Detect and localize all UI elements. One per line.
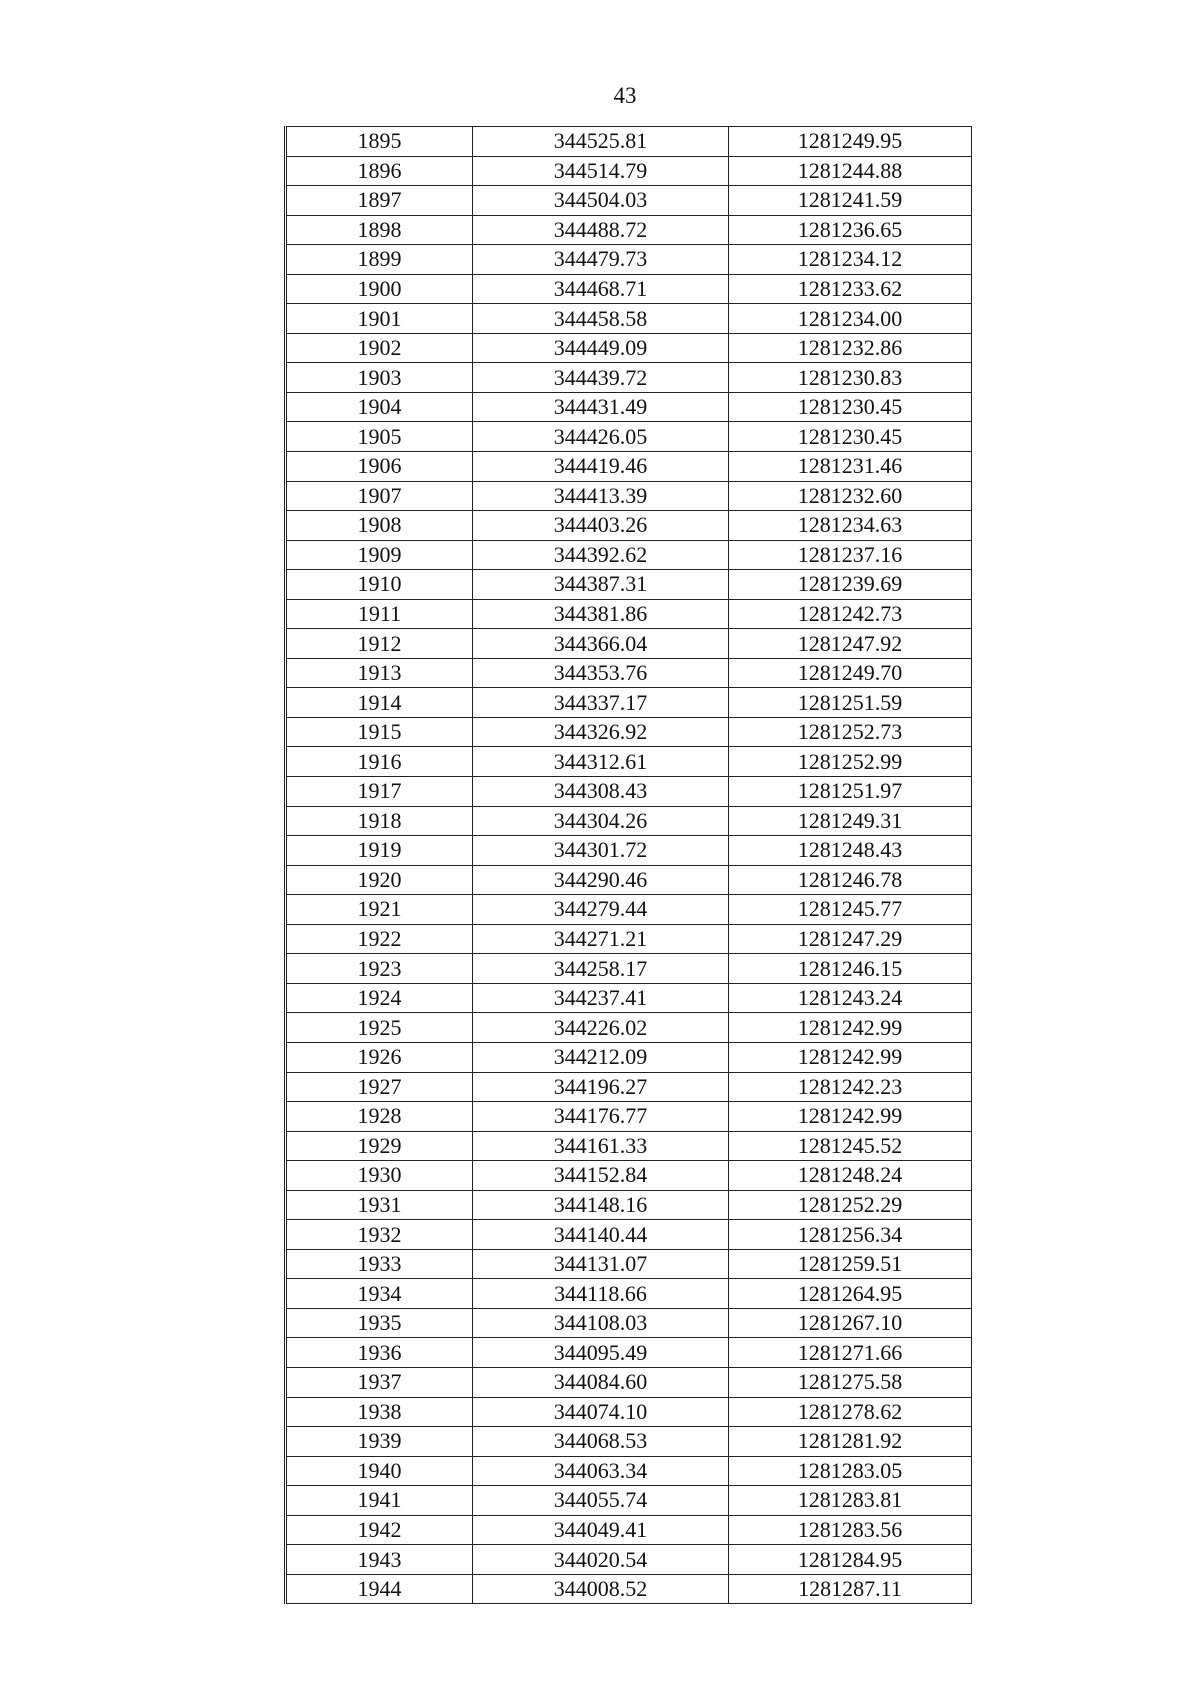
x-coordinate-cell: 344020.54	[473, 1545, 729, 1575]
table-row	[286, 570, 972, 600]
x-coordinate-cell: 344387.31	[473, 570, 729, 600]
point-number-cell: 1929	[286, 1131, 473, 1161]
y-coordinate-cell: 1281249.31	[729, 806, 972, 836]
x-coordinate-cell: 344148.16	[473, 1190, 729, 1220]
table-row	[286, 363, 972, 393]
x-coordinate-cell: 344279.44	[473, 895, 729, 925]
x-coordinate-cell: 344068.53	[473, 1427, 729, 1457]
y-coordinate-cell: 1281237.16	[729, 540, 972, 570]
x-coordinate-cell: 344118.66	[473, 1279, 729, 1309]
table-row	[286, 1427, 972, 1457]
point-number-cell: 1899	[286, 245, 473, 275]
table-row	[286, 865, 972, 895]
x-coordinate-cell: 344413.39	[473, 481, 729, 511]
table-row	[286, 1545, 972, 1575]
y-coordinate-cell: 1281249.70	[729, 658, 972, 688]
point-number-cell: 1931	[286, 1190, 473, 1220]
point-number-cell: 1902	[286, 333, 473, 363]
y-coordinate-cell: 1281234.63	[729, 511, 972, 541]
x-coordinate-cell: 344212.09	[473, 1042, 729, 1072]
x-coordinate-cell: 344468.71	[473, 274, 729, 304]
table-row	[286, 747, 972, 777]
point-number-cell: 1895	[286, 127, 473, 157]
point-number-cell: 1912	[286, 629, 473, 659]
point-number-cell: 1897	[286, 186, 473, 216]
y-coordinate-cell: 1281244.88	[729, 156, 972, 186]
y-coordinate-cell: 1281283.81	[729, 1486, 972, 1516]
x-coordinate-cell: 344514.79	[473, 156, 729, 186]
table-row	[286, 333, 972, 363]
table-row	[286, 629, 972, 659]
table-row	[286, 422, 972, 452]
point-number-cell: 1918	[286, 806, 473, 836]
y-coordinate-cell: 1281234.12	[729, 245, 972, 275]
x-coordinate-cell: 344304.26	[473, 806, 729, 836]
x-coordinate-cell: 344161.33	[473, 1131, 729, 1161]
page-number: 43	[613, 83, 637, 108]
y-coordinate-cell: 1281283.56	[729, 1515, 972, 1545]
x-coordinate-cell: 344095.49	[473, 1338, 729, 1368]
y-coordinate-cell: 1281245.77	[729, 895, 972, 925]
y-coordinate-cell: 1281283.05	[729, 1456, 972, 1486]
table-row	[286, 1486, 972, 1516]
table-row	[286, 1574, 972, 1604]
coordinates-table	[284, 126, 972, 1604]
table-row	[286, 806, 972, 836]
point-number-cell: 1898	[286, 215, 473, 245]
point-number-cell: 1904	[286, 392, 473, 422]
point-number-cell: 1923	[286, 954, 473, 984]
table-row	[286, 777, 972, 807]
x-coordinate-cell: 344392.62	[473, 540, 729, 570]
x-coordinate-cell: 344196.27	[473, 1072, 729, 1102]
table-row	[286, 1279, 972, 1309]
x-coordinate-cell: 344290.46	[473, 865, 729, 895]
y-coordinate-cell: 1281233.62	[729, 274, 972, 304]
x-coordinate-cell: 344488.72	[473, 215, 729, 245]
point-number-cell: 1900	[286, 274, 473, 304]
y-coordinate-cell: 1281246.15	[729, 954, 972, 984]
y-coordinate-cell: 1281267.10	[729, 1308, 972, 1338]
y-coordinate-cell: 1281232.60	[729, 481, 972, 511]
table-row	[286, 245, 972, 275]
table-row	[286, 127, 972, 157]
point-number-cell: 1937	[286, 1367, 473, 1397]
table-row	[286, 717, 972, 747]
point-number-cell: 1906	[286, 452, 473, 482]
table-row	[286, 983, 972, 1013]
y-coordinate-cell: 1281242.99	[729, 1042, 972, 1072]
table-row	[286, 895, 972, 925]
x-coordinate-cell: 344479.73	[473, 245, 729, 275]
x-coordinate-cell: 344152.84	[473, 1161, 729, 1191]
point-number-cell: 1914	[286, 688, 473, 718]
point-number-cell: 1922	[286, 924, 473, 954]
point-number-cell: 1901	[286, 304, 473, 334]
point-number-cell: 1920	[286, 865, 473, 895]
table-row	[286, 924, 972, 954]
point-number-cell: 1932	[286, 1220, 473, 1250]
x-coordinate-cell: 344525.81	[473, 127, 729, 157]
y-coordinate-cell: 1281278.62	[729, 1397, 972, 1427]
table-body	[286, 127, 972, 1604]
table-row	[286, 1308, 972, 1338]
y-coordinate-cell: 1281242.73	[729, 599, 972, 629]
table-row	[286, 481, 972, 511]
table-row	[286, 954, 972, 984]
x-coordinate-cell: 344140.44	[473, 1220, 729, 1250]
point-number-cell: 1909	[286, 540, 473, 570]
point-number-cell: 1925	[286, 1013, 473, 1043]
x-coordinate-cell: 344366.04	[473, 629, 729, 659]
table-row	[286, 1042, 972, 1072]
y-coordinate-cell: 1281230.83	[729, 363, 972, 393]
table-row	[286, 186, 972, 216]
point-number-cell: 1930	[286, 1161, 473, 1191]
table-row	[286, 1102, 972, 1132]
point-number-cell: 1926	[286, 1042, 473, 1072]
y-coordinate-cell: 1281230.45	[729, 422, 972, 452]
y-coordinate-cell: 1281243.24	[729, 983, 972, 1013]
y-coordinate-cell: 1281234.00	[729, 304, 972, 334]
table-row	[286, 452, 972, 482]
table-row	[286, 156, 972, 186]
x-coordinate-cell: 344176.77	[473, 1102, 729, 1132]
y-coordinate-cell: 1281264.95	[729, 1279, 972, 1309]
y-coordinate-cell: 1281281.92	[729, 1427, 972, 1457]
table-row	[286, 1515, 972, 1545]
y-coordinate-cell: 1281248.43	[729, 836, 972, 866]
x-coordinate-cell: 344108.03	[473, 1308, 729, 1338]
y-coordinate-cell: 1281252.99	[729, 747, 972, 777]
y-coordinate-cell: 1281230.45	[729, 392, 972, 422]
x-coordinate-cell: 344353.76	[473, 658, 729, 688]
x-coordinate-cell: 344063.34	[473, 1456, 729, 1486]
x-coordinate-cell: 344008.52	[473, 1574, 729, 1604]
x-coordinate-cell: 344301.72	[473, 836, 729, 866]
y-coordinate-cell: 1281242.99	[729, 1013, 972, 1043]
x-coordinate-cell: 344074.10	[473, 1397, 729, 1427]
table-row	[286, 1190, 972, 1220]
y-coordinate-cell: 1281275.58	[729, 1367, 972, 1397]
x-coordinate-cell: 344049.41	[473, 1515, 729, 1545]
x-coordinate-cell: 344308.43	[473, 777, 729, 807]
point-number-cell: 1933	[286, 1249, 473, 1279]
y-coordinate-cell: 1281242.23	[729, 1072, 972, 1102]
table-row	[286, 511, 972, 541]
table-row	[286, 1072, 972, 1102]
y-coordinate-cell: 1281246.78	[729, 865, 972, 895]
x-coordinate-cell: 344419.46	[473, 452, 729, 482]
point-number-cell: 1942	[286, 1515, 473, 1545]
table-row	[286, 215, 972, 245]
point-number-cell: 1910	[286, 570, 473, 600]
point-number-cell: 1943	[286, 1545, 473, 1575]
point-number-cell: 1934	[286, 1279, 473, 1309]
x-coordinate-cell: 344055.74	[473, 1486, 729, 1516]
y-coordinate-cell: 1281231.46	[729, 452, 972, 482]
x-coordinate-cell: 344326.92	[473, 717, 729, 747]
x-coordinate-cell: 344449.09	[473, 333, 729, 363]
table-row	[286, 1220, 972, 1250]
point-number-cell: 1907	[286, 481, 473, 511]
x-coordinate-cell: 344271.21	[473, 924, 729, 954]
y-coordinate-cell: 1281251.97	[729, 777, 972, 807]
x-coordinate-cell: 344403.26	[473, 511, 729, 541]
y-coordinate-cell: 1281252.29	[729, 1190, 972, 1220]
point-number-cell: 1928	[286, 1102, 473, 1132]
point-number-cell: 1939	[286, 1427, 473, 1457]
y-coordinate-cell: 1281259.51	[729, 1249, 972, 1279]
point-number-cell: 1896	[286, 156, 473, 186]
y-coordinate-cell: 1281284.95	[729, 1545, 972, 1575]
table-row	[286, 1013, 972, 1043]
table-row	[286, 1249, 972, 1279]
x-coordinate-cell: 344237.41	[473, 983, 729, 1013]
point-number-cell: 1911	[286, 599, 473, 629]
point-number-cell: 1916	[286, 747, 473, 777]
table-row	[286, 392, 972, 422]
y-coordinate-cell: 1281287.11	[729, 1574, 972, 1604]
point-number-cell: 1905	[286, 422, 473, 452]
y-coordinate-cell: 1281242.99	[729, 1102, 972, 1132]
y-coordinate-cell: 1281247.29	[729, 924, 972, 954]
point-number-cell: 1924	[286, 983, 473, 1013]
table-row	[286, 1397, 972, 1427]
y-coordinate-cell: 1281251.59	[729, 688, 972, 718]
y-coordinate-cell: 1281239.69	[729, 570, 972, 600]
x-coordinate-cell: 344312.61	[473, 747, 729, 777]
point-number-cell: 1927	[286, 1072, 473, 1102]
point-number-cell: 1935	[286, 1308, 473, 1338]
y-coordinate-cell: 1281271.66	[729, 1338, 972, 1368]
y-coordinate-cell: 1281247.92	[729, 629, 972, 659]
point-number-cell: 1908	[286, 511, 473, 541]
table-row	[286, 304, 972, 334]
x-coordinate-cell: 344381.86	[473, 599, 729, 629]
y-coordinate-cell: 1281249.95	[729, 127, 972, 157]
y-coordinate-cell: 1281256.34	[729, 1220, 972, 1250]
table-row	[286, 688, 972, 718]
x-coordinate-cell: 344426.05	[473, 422, 729, 452]
point-number-cell: 1917	[286, 777, 473, 807]
x-coordinate-cell: 344258.17	[473, 954, 729, 984]
x-coordinate-cell: 344226.02	[473, 1013, 729, 1043]
point-number-cell: 1915	[286, 717, 473, 747]
y-coordinate-cell: 1281241.59	[729, 186, 972, 216]
table-row	[286, 1456, 972, 1486]
table-row	[286, 836, 972, 866]
point-number-cell: 1903	[286, 363, 473, 393]
table-row	[286, 540, 972, 570]
point-number-cell: 1940	[286, 1456, 473, 1486]
y-coordinate-cell: 1281252.73	[729, 717, 972, 747]
table-row	[286, 599, 972, 629]
x-coordinate-cell: 344504.03	[473, 186, 729, 216]
table-row	[286, 1161, 972, 1191]
y-coordinate-cell: 1281245.52	[729, 1131, 972, 1161]
y-coordinate-cell: 1281232.86	[729, 333, 972, 363]
x-coordinate-cell: 344439.72	[473, 363, 729, 393]
table-row	[286, 274, 972, 304]
point-number-cell: 1913	[286, 658, 473, 688]
x-coordinate-cell: 344458.58	[473, 304, 729, 334]
point-number-cell: 1919	[286, 836, 473, 866]
point-number-cell: 1944	[286, 1574, 473, 1604]
table-row	[286, 658, 972, 688]
y-coordinate-cell: 1281236.65	[729, 215, 972, 245]
point-number-cell: 1941	[286, 1486, 473, 1516]
table-row	[286, 1338, 972, 1368]
x-coordinate-cell: 344337.17	[473, 688, 729, 718]
point-number-cell: 1921	[286, 895, 473, 925]
point-number-cell: 1936	[286, 1338, 473, 1368]
point-number-cell: 1938	[286, 1397, 473, 1427]
table-row	[286, 1131, 972, 1161]
x-coordinate-cell: 344084.60	[473, 1367, 729, 1397]
x-coordinate-cell: 344131.07	[473, 1249, 729, 1279]
y-coordinate-cell: 1281248.24	[729, 1161, 972, 1191]
x-coordinate-cell: 344431.49	[473, 392, 729, 422]
table-row	[286, 1367, 972, 1397]
